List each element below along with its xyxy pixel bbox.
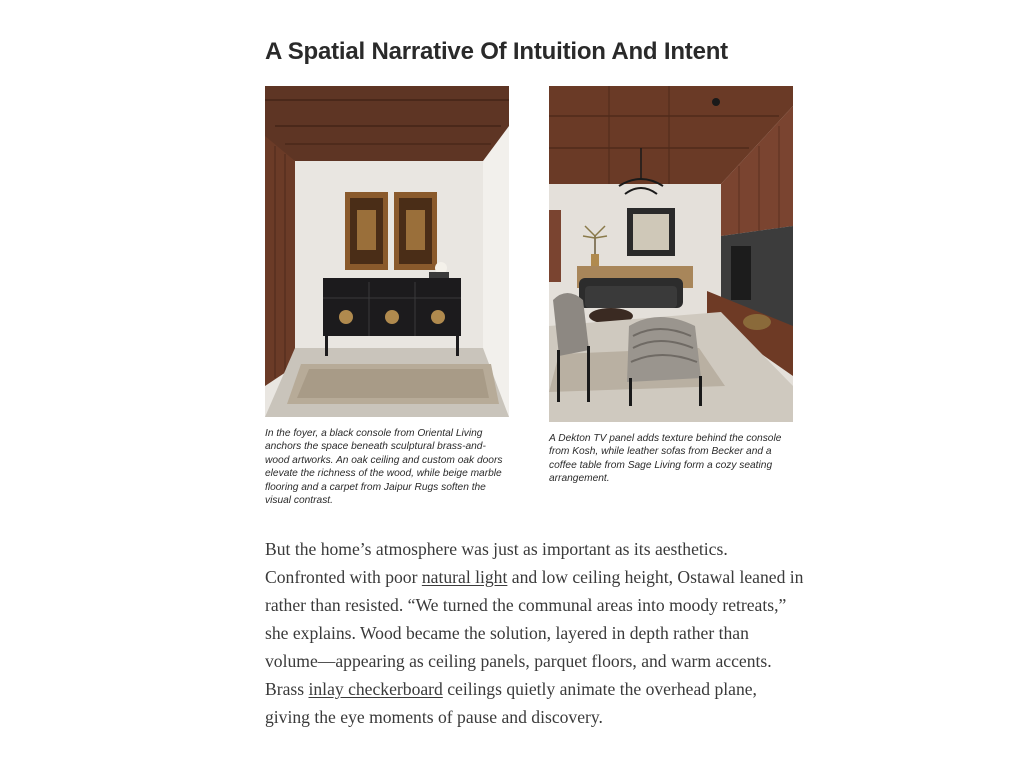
- inlay-checkerboard-link[interactable]: inlay checkerboard: [308, 679, 443, 699]
- paragraph-text: ceilings quietly animate the overhead plane, giving the eye moments of pause and discovery.: [265, 679, 757, 727]
- figure-living-room: [549, 86, 793, 486]
- paragraph-text: But the home’s atmosphere was just as important as its aesthetics. Confronted with poor: [265, 539, 728, 587]
- paragraph-text: and low ceiling height, Ostawal leaned in rather than resisted. “We turned the communal areas into moody retreats,” she explains. Wood became the solution, layered in depth rather than volume—appearing as ceiling panels, parquet floors, and warm accents. Brass: [265, 567, 804, 699]
- foyer-photo: [265, 86, 509, 417]
- living-room-photo: [549, 86, 793, 422]
- living-room-caption: A Dekton TV panel adds texture behind the console from Kosh, while leather sofas from Becker and a coffee table from Sage Living form a cozy seating arrangement.: [549, 433, 782, 485]
- foyer-caption: In the foyer, a black console from Oriental Living anchors the space beneath sculptural brass-and-wood artworks. An oak ceiling and custom oak doors elevate the richness of the wood, while beige marble flooring and a carpet from Jaipur Rugs soften the visual contrast.: [265, 428, 503, 507]
- article-paragraph: [265, 535, 805, 731]
- natural-light-link[interactable]: natural light: [421, 567, 508, 587]
- figure-foyer: [265, 86, 509, 507]
- article-headline: A Spatial Narrative Of Intuition And Intent: [265, 38, 728, 65]
